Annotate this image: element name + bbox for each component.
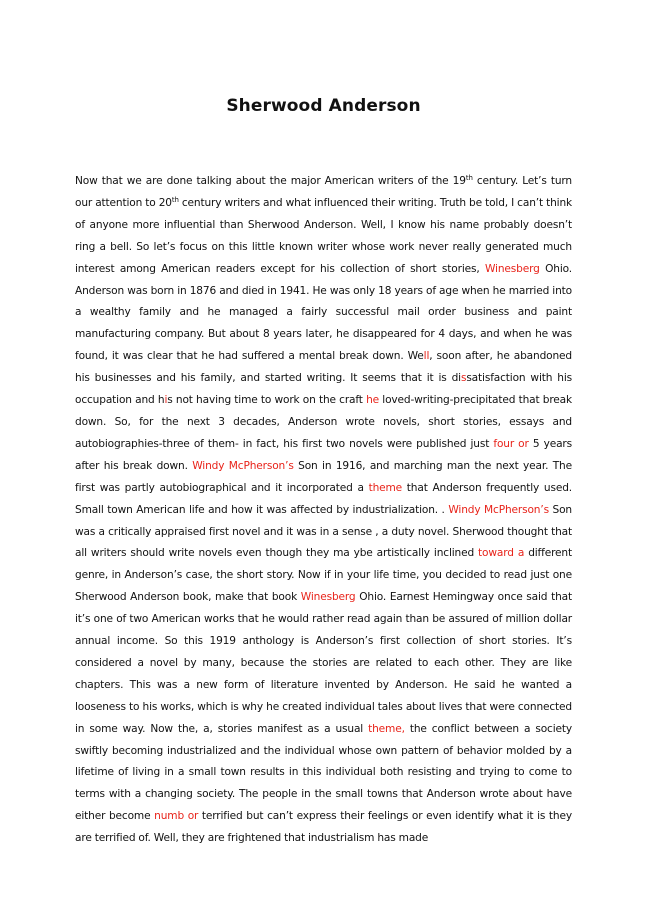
text-segment: loved-writing-precipitated that break down. So, for the next 3 decades, Anderson wrote novels, short stories, essays and autobiographies-three of them- in fact, his first two novels were published just <box>75 394 573 450</box>
text-segment: that Anderson frequently used. Small town American life and how it was affected by industrialization. . <box>75 481 573 516</box>
highlighted-text: s <box>460 372 467 385</box>
text-segment: s not having time to work on the craft <box>167 394 367 407</box>
text-segment: 5 years after his break down. <box>75 437 572 472</box>
highlighted-text: Winesberg <box>300 591 356 604</box>
text-segment: Now that we are done talking about the major American writers of the 19 <box>75 175 466 187</box>
text-segment: Son in 1916, and marching man the next year. The first was partly autobiographical and it incorporated a <box>75 459 572 494</box>
superscript-text: th <box>465 174 473 182</box>
text-segment: Ohio. Earnest Hemingway once said that it’s one of two American works that he would rather read again than be assured of million dollar annual income. So this 1919 anthology is Anderson’s first collection of short stories. It’s considered a novel by many, because the stories are related to each other. They are like chapters. This was a new form of literature invented by Anderson. He said he wanted a looseness to his works, which is why he created individual tales about lives that were connected in some way. Now the, a, stories manifest as a usual <box>75 591 572 735</box>
highlighted-text: numb or <box>154 810 199 823</box>
text-segment: Son was a critically appraised first novel and it was in a sense , a duty novel. Sherwood thought that all writers should write novels even though they ma ybe artistically inclined <box>75 503 572 560</box>
text-segment: Ohio. Anderson was born in 1876 and died in 1941. He was only 18 years of age when he married into a wealthy family and he managed a fairly successful mail order business and paint manufacturing company. But about 8 years later, he disappeared for 4 days, and when he was found, it was clear that he had suffered a mental break down. We <box>75 262 572 363</box>
text-segment: the conflict between a society swiftly becoming industrialized and the individual whose own pattern of behavior molded by a lifetime of living in a small town results in this individual both resisting and trying to come to terms with a changing society. The people in the small towns that Anderson wrote about have either become <box>75 722 573 823</box>
text-segment: century. Let’s turn our attention to 20 <box>75 175 572 209</box>
superscript-text: th <box>171 195 179 204</box>
highlighted-text: toward a <box>478 547 525 560</box>
highlighted-text: ll <box>423 350 430 363</box>
text-segment: different genre, in Anderson’s case, the short story. Now if in your life time, you decided to read just one Sherwood Anderson book, make that book <box>75 547 572 604</box>
highlighted-text: Windy McPherson’s <box>192 459 294 472</box>
highlighted-text: Windy McPherson’s <box>448 503 549 516</box>
text-segment: terrified but can’t express their feelings or even identify what it is they are terrified of. Well, they are frightened that industrialism has made <box>75 810 572 845</box>
highlighted-text: theme <box>368 481 403 494</box>
highlighted-text: he <box>366 394 380 407</box>
text-segment: century writers and what influenced their writing. Truth be told, I can’t think of anyone more influential than Sherwood Anderson. Well, I know his name probably doesn’t ring a bell. So let’s focus on this little known writer whose work never really generated much interest among American readers except for his collection of short stories, <box>75 196 572 275</box>
text-segment: satisfaction with his occupation and h <box>75 372 572 407</box>
text-segment: , soon after, he abandoned his businesses and his family, and started writing. It seems that it is di <box>75 350 572 385</box>
highlighted-text: i <box>164 394 168 407</box>
highlighted-text: Winesberg <box>484 262 540 275</box>
body-paragraph <box>75 171 572 850</box>
highlighted-text: four or <box>493 437 529 450</box>
highlighted-text: theme, <box>368 722 405 735</box>
page-title: Sherwood Anderson <box>226 96 421 116</box>
